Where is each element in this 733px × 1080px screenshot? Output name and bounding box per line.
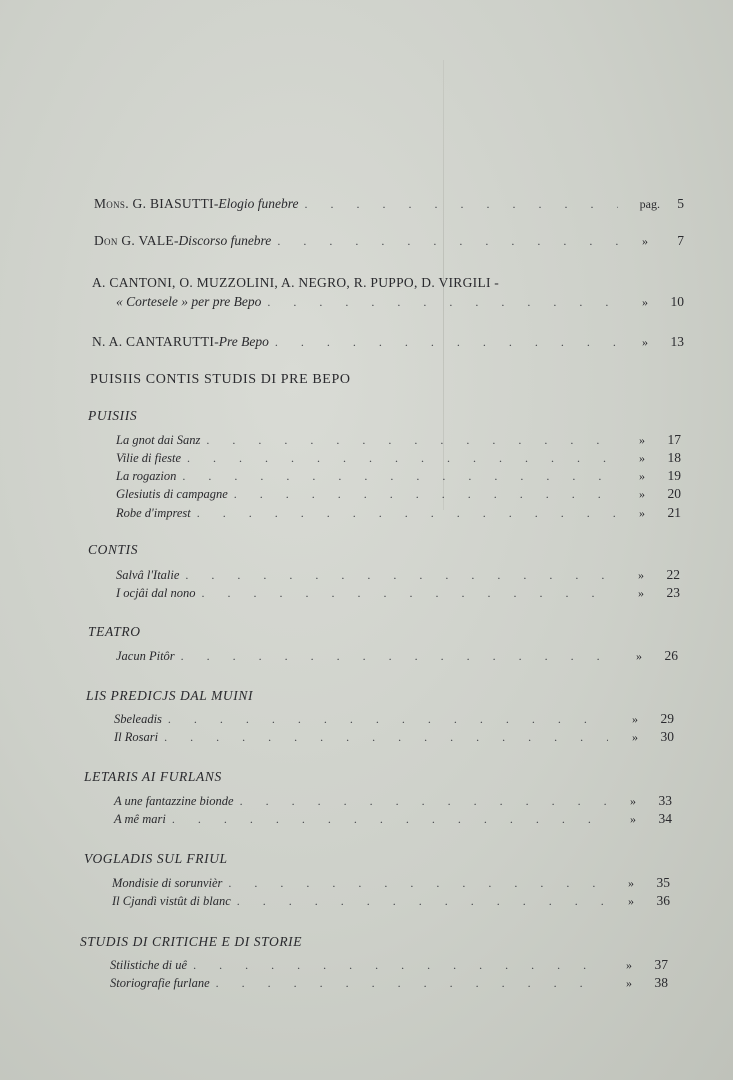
item-page-ref	[621, 486, 681, 502]
toc-entry-cortesele[interactable]	[116, 294, 684, 312]
item-title: Glesiutis di campagne	[116, 487, 228, 501]
dot-leader	[185, 568, 614, 583]
item-page-number: 17	[667, 432, 681, 447]
item-page-sep: »	[630, 794, 636, 808]
dot-leader	[234, 487, 615, 502]
item-page-sep: »	[630, 812, 636, 826]
item-page-number: 18	[667, 450, 681, 465]
section-heading-studis: STUDIS DI CRITICHE E DI STORIE	[80, 934, 303, 949]
toc-item[interactable]	[116, 648, 678, 666]
entry-author: N. A. CANTARUTTI	[92, 334, 215, 349]
toc-entry-cortesele-authors	[92, 275, 499, 291]
item-page-ref	[614, 729, 674, 745]
toc-item[interactable]	[116, 585, 680, 603]
item-page-ref	[621, 450, 681, 466]
item-page-sep: »	[639, 487, 645, 501]
toc-item[interactable]	[110, 975, 668, 993]
item-page-sep: »	[639, 506, 645, 520]
item-title: Robe d'imprest	[116, 506, 191, 520]
dot-leader	[277, 234, 618, 249]
entry-author: Don G. VALE	[94, 233, 174, 248]
item-page-sep: »	[628, 894, 634, 908]
entry-page-ref	[624, 294, 684, 310]
item-page-number: 34	[658, 811, 672, 826]
item-title: Vilie di fieste	[116, 451, 182, 465]
item-page-sep: »	[639, 433, 645, 447]
toc-entry-cantarutti[interactable]	[92, 334, 684, 352]
section-heading-predicjs: LIS PREDICJS DAL MUINI	[86, 688, 254, 703]
dot-leader	[164, 730, 608, 745]
item-title: Mondisie di sorunvièr	[112, 876, 223, 890]
item-title: A mê mari	[114, 812, 166, 826]
entry-page-number: 5	[677, 196, 684, 211]
toc-item[interactable]	[116, 468, 681, 486]
item-page-number: 35	[656, 875, 670, 890]
dot-leader	[172, 812, 606, 827]
toc-item[interactable]	[114, 811, 672, 829]
dot-leader	[275, 335, 618, 350]
item-page-sep: »	[632, 730, 638, 744]
item-page-number: 23	[666, 585, 680, 600]
entry-page-number: 7	[677, 233, 684, 248]
entry-dash: -	[490, 275, 499, 290]
entry-title: Discorso funebre	[178, 233, 272, 248]
item-title: A une fantazzine bionde	[114, 794, 234, 808]
entry-page-sep: pag.	[639, 197, 660, 211]
item-title: Il Rosari	[114, 730, 159, 744]
dot-leader	[187, 451, 615, 466]
item-page-ref	[610, 893, 670, 909]
entry-dash: -	[173, 233, 179, 248]
item-title: Storiografie furlane	[110, 976, 210, 990]
dot-leader	[206, 433, 615, 448]
entry-page-number: 10	[670, 294, 684, 309]
toc-item[interactable]	[116, 432, 681, 450]
item-page-ref	[612, 793, 672, 809]
item-page-sep: »	[636, 649, 642, 663]
item-page-number: 26	[664, 648, 678, 663]
toc-item[interactable]	[112, 893, 670, 911]
item-page-number: 38	[654, 975, 668, 990]
toc-item[interactable]	[112, 875, 670, 893]
section-heading-teatro: TEATRO	[88, 624, 141, 639]
item-page-ref	[620, 567, 680, 583]
toc-item[interactable]	[114, 793, 672, 811]
toc-item[interactable]	[114, 711, 674, 729]
item-page-sep: »	[632, 712, 638, 726]
dot-leader	[237, 894, 604, 909]
item-title: La rogazion	[116, 469, 177, 483]
dot-leader	[197, 506, 615, 521]
item-page-ref	[621, 505, 681, 521]
toc-entry-vale[interactable]	[94, 233, 684, 251]
item-page-ref	[608, 957, 668, 973]
toc-item[interactable]	[110, 957, 668, 975]
entry-author: Mons. G. BIASUTTI	[94, 196, 214, 211]
item-page-sep: »	[628, 876, 634, 890]
main-heading: PUISIIS CONTIS STUDIS DI PRE BEPO	[90, 372, 351, 387]
item-page-number: 36	[656, 893, 670, 908]
dot-leader	[216, 976, 602, 991]
item-page-ref	[612, 811, 672, 827]
dot-leader	[202, 586, 614, 601]
toc-item[interactable]	[116, 567, 680, 585]
item-page-sep: »	[638, 586, 644, 600]
entry-dash: -	[213, 196, 219, 211]
item-page-number: 29	[660, 711, 674, 726]
dot-leader	[182, 469, 615, 484]
item-page-ref	[621, 468, 681, 484]
item-title: Jacun Pitôr	[116, 649, 175, 663]
item-page-number: 21	[667, 505, 681, 520]
section-heading-puisiis: PUISIIS	[88, 408, 138, 423]
section-heading-vogladis: VOGLADIS SUL FRIUL	[84, 851, 228, 866]
item-page-number: 19	[667, 468, 681, 483]
item-page-ref	[621, 432, 681, 448]
item-page-number: 33	[658, 793, 672, 808]
dot-leader	[240, 794, 606, 809]
dot-leader	[168, 712, 608, 727]
section-heading-letaris: LETARIS AI FURLANS	[84, 769, 222, 784]
toc-entry-biasutti[interactable]	[94, 196, 684, 214]
section-heading-contis: CONTIS	[88, 542, 139, 557]
item-page-sep: »	[639, 469, 645, 483]
item-page-ref	[610, 875, 670, 891]
entry-title: Pre Bepo	[218, 334, 269, 349]
toc-item[interactable]	[114, 729, 674, 747]
item-title: La gnot dai Sanz	[116, 433, 201, 447]
item-page-ref	[608, 975, 668, 991]
entry-title: Elogio funebre	[218, 196, 299, 211]
item-title: Stilistiche di uê	[110, 958, 188, 972]
entry-title: « Cortesele » per pre Bepo	[116, 294, 262, 309]
item-page-ref	[614, 711, 674, 727]
dot-leader	[267, 295, 618, 310]
dot-leader	[181, 649, 612, 664]
item-title: Salvâ l'Italie	[116, 568, 180, 582]
item-page-number: 20	[667, 486, 681, 501]
item-page-number: 22	[666, 567, 680, 582]
item-page-number: 37	[654, 957, 668, 972]
item-title: I ocjâi dal nono	[116, 586, 196, 600]
entry-page-ref	[624, 196, 684, 212]
toc-item[interactable]	[116, 505, 681, 523]
toc-item[interactable]	[116, 450, 681, 468]
item-page-sep: »	[626, 958, 632, 972]
item-page-number: 30	[660, 729, 674, 744]
item-title: Sbeleadis	[114, 712, 162, 726]
dot-leader	[193, 958, 602, 973]
item-page-ref	[620, 585, 680, 601]
dot-leader	[228, 876, 604, 891]
entry-page-sep: »	[642, 234, 648, 248]
entry-page-sep: »	[642, 335, 648, 349]
entry-page-ref	[624, 233, 684, 249]
entry-page-number: 13	[670, 334, 684, 349]
toc-item[interactable]	[116, 486, 681, 504]
item-title: Il Cjandì vistût di blanc	[112, 894, 231, 908]
item-page-sep: »	[626, 976, 632, 990]
item-page-sep: »	[639, 451, 645, 465]
dot-leader	[304, 197, 618, 212]
item-page-sep: »	[638, 568, 644, 582]
entry-dash: -	[214, 334, 219, 349]
entry-author: A. CANTONI, O. MUZZOLINI, A. NEGRO, R. PUPPO, D. VIRGILI	[92, 275, 491, 290]
item-page-ref	[618, 648, 678, 664]
entry-page-sep: »	[642, 295, 648, 309]
entry-page-ref	[624, 334, 684, 350]
